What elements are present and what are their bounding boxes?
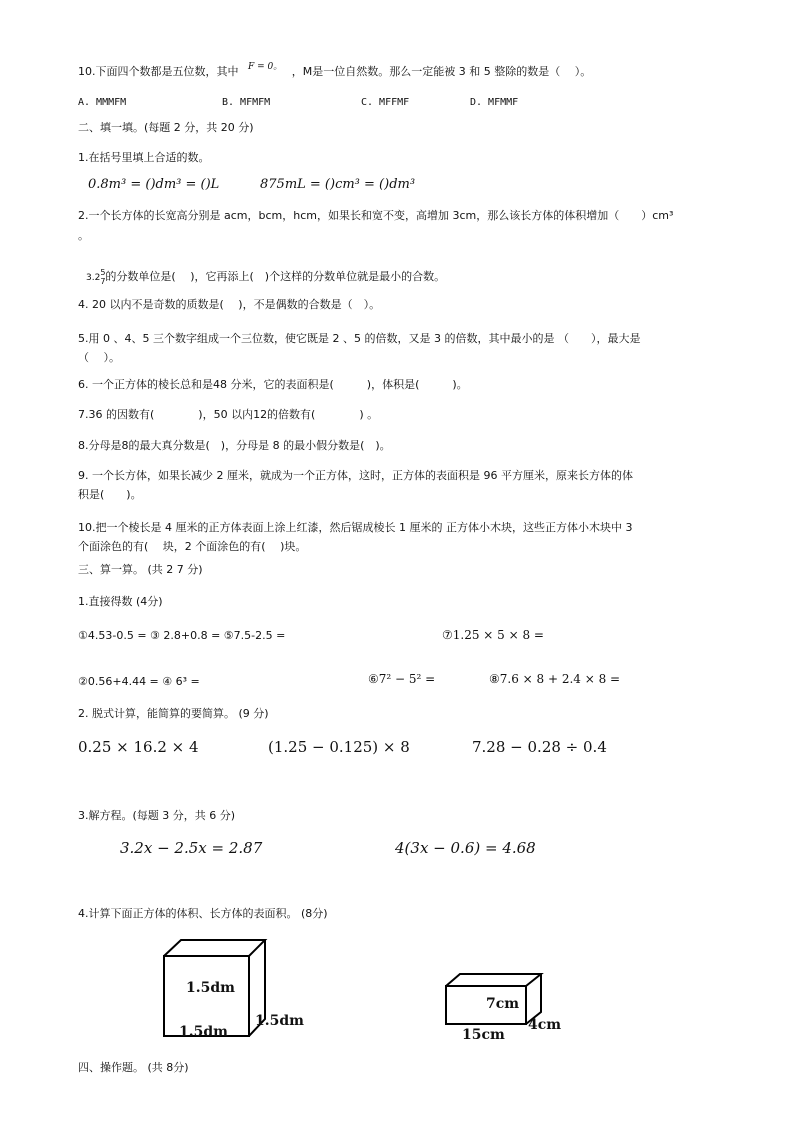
sec2-q3-frac-top: 5 — [100, 268, 106, 277]
sec2-q1-math-a: 0.8m³ = ()dm³ = ()L — [88, 177, 220, 192]
sec2-q7: 7.36 的因数有( )，50 以内12的倍数有( ) 。 — [78, 408, 379, 421]
sec2-q1: 1.在括号里填上合适的数。 — [78, 151, 210, 164]
sec3-expression-3: 7.28 − 0.28 ÷ 0.4 — [472, 738, 607, 756]
sec3-row1-right: ⑦1.25 × 5 × 8 = — [442, 628, 544, 642]
sec3-part1: 1.直接得数 (4分) — [78, 595, 163, 608]
q10-option-d: D. MFMMF — [470, 97, 519, 108]
cuboid-height-label: 7cm — [486, 996, 520, 1012]
sec3-expression-1: 0.25 × 16.2 × 4 — [78, 738, 199, 756]
sec2-q2-line2: 。 — [78, 229, 89, 242]
sec2-q3-number: 3.2 — [86, 273, 101, 283]
q10-prefix: 10.下面四个数都是五位数，其中 — [78, 65, 239, 78]
sec2-q6: 6. 一个正方体的棱长总和是48 分米，它的表面积是( )，体积是( )。 — [78, 378, 468, 391]
sec3-row2-left: ②0.56+4.44 = ④ 6³ = — [78, 675, 200, 688]
q10-option-a: A. MMMFM — [78, 97, 127, 108]
sec2-q10-line1: 10.把一个棱长是 4 厘米的正方体表面上涂上红漆，然后锯成棱长 1 厘米的 正方体小木块，这些正方体小木块中 3 — [78, 521, 633, 534]
sec3-part2: 2. 脱式计算，能简算的要简算。 (9 分) — [78, 707, 269, 720]
sec3-row2-right: ⑧7.6 × 8 + 2.4 × 8 = — [489, 672, 621, 686]
sec3-equation-2: 4(3x − 0.6) = 4.68 — [395, 839, 536, 857]
q10-option-b: B. MFMFM — [222, 97, 271, 108]
sec3-part4: 4.计算下面正方体的体积、长方体的表面积。 (8分) — [78, 907, 328, 920]
sec3-row2-mid: ⑥7² − 5² = — [368, 672, 436, 686]
section-2-title: 二、填一填。(每题 2 分，共 20 分) — [78, 121, 254, 134]
q10-option-c: C. MFFMF — [361, 97, 410, 108]
cuboid-top-face — [446, 974, 541, 986]
sec2-q1-math-b: 875mL = ()cm³ = ()dm³ — [260, 177, 416, 192]
sec3-equation-1: 3.2x − 2.5x = 2.87 — [120, 839, 263, 857]
q10-suffix: ，M是一位自然数。那么一定能被 3 和 5 整除的数是（ ）。 — [291, 65, 592, 78]
q10-condition: F = 0。 — [248, 62, 283, 72]
sec2-q3-frac-bottom: 7 — [100, 277, 106, 286]
cuboid-width-label: 4cm — [528, 1017, 562, 1033]
cube-top-face — [164, 940, 265, 956]
sec3-row1-left: ①4.53-0.5 = ③ 2.8+0.8 = ⑤7.5-2.5 = — [78, 629, 286, 642]
sec3-expression-2: (1.25 − 0.125) × 8 — [268, 738, 410, 756]
sec2-q10-line2: 个面涂色的有( 块，2 个面涂色的有( )块。 — [78, 540, 307, 553]
section-3-title: 三、算一算。 (共 2 7 分) — [78, 563, 203, 576]
sec2-q9-line2: 积是( )。 — [78, 488, 142, 501]
sec2-q8: 8.分母是8的最大真分数是( )，分母是 8 的最小假分数是( )。 — [78, 439, 391, 452]
sec2-q5-line1: 5.用 0 、4、5 三个数字组成一个三位数，使它既是 2 、5 的倍数，又是 3 的倍数，其中最小的是 （ ），最大是 — [78, 332, 641, 345]
cube-side-label: 1.5dm — [255, 1013, 304, 1029]
q10-line — [78, 62, 592, 78]
cuboid-length-label: 15cm — [462, 1027, 505, 1043]
cube-bottom-label: 1.5dm — [179, 1024, 228, 1040]
sec2-q9-line1: 9. 一个长方体，如果长减少 2 厘米，就成为一个正方体，这时，正方体的表面积是 96 平方厘米，原来长方体的体 — [78, 469, 633, 482]
sec2-q3-text: 的分数单位是( )，它再添上( )个这样的分数单位就是最小的合数。 — [105, 270, 446, 283]
sec2-q2-line1: 2.一个长方体的长宽高分别是 acm，bcm，hcm，如果长和宽不变，高增加 3cm，那么该长方体的体积增加（ ）cm³ — [78, 209, 674, 222]
sec2-q5-line2: （ ）。 — [78, 351, 120, 364]
cube-front-label: 1.5dm — [186, 980, 235, 996]
sec3-part3: 3.解方程。(每题 3 分，共 6 分) — [78, 809, 236, 822]
section-4-title: 四、操作题。 (共 8分) — [78, 1061, 189, 1074]
sec2-q4: 4. 20 以内不是奇数的质数是( )，不是偶数的合数是（ ）。 — [78, 298, 381, 311]
sec2-q3 — [86, 268, 445, 286]
